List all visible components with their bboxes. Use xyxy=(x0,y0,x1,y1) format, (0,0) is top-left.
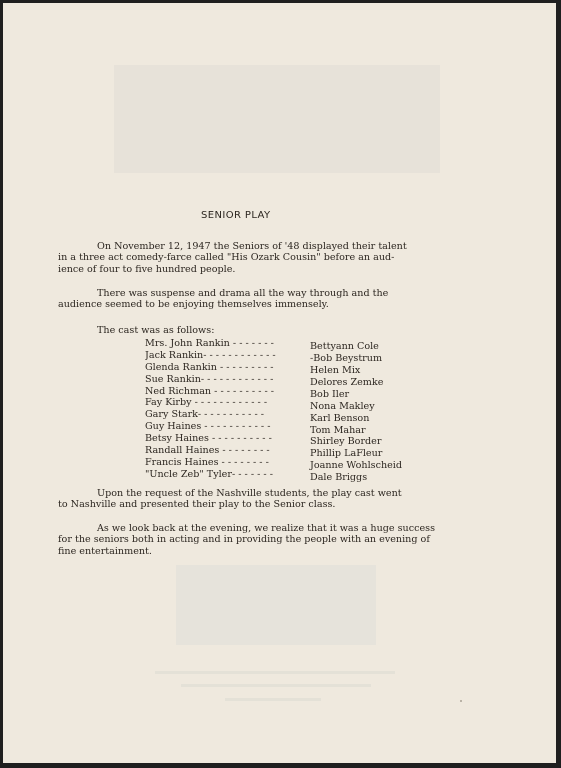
paragraph-line: There was suspense and drama all the way through and the xyxy=(97,288,389,299)
paragraph-conclusion xyxy=(58,523,468,557)
paragraph-line: Upon the request of the Nashville students, the play cast went xyxy=(97,488,402,499)
cast-role: Glenda Rankin - - - - - - - - - xyxy=(145,361,274,373)
document-body xyxy=(3,3,556,763)
paragraph-line: As we look back at the evening, we realize that it was a huge success xyxy=(97,523,435,534)
cast-row xyxy=(145,386,465,398)
paragraph-line: ience of four to five hundred people. xyxy=(58,263,236,275)
page-title: SENIOR PLAY xyxy=(201,210,271,221)
cast-row xyxy=(145,349,465,365)
cast-role: Randall Haines - - - - - - - - xyxy=(145,445,270,457)
cast-role: "Uncle Zeb" Tyler- - - - - - - xyxy=(145,468,273,480)
cast-actor: Tom Mahar xyxy=(310,424,366,436)
cast-actor: Dale Briggs xyxy=(310,472,368,484)
cast-row xyxy=(145,456,465,472)
cast-actor: Bettyann Cole xyxy=(310,341,379,353)
paragraph-suspense xyxy=(58,288,468,311)
paragraph-line: fine entertainment. xyxy=(58,545,152,557)
cast-row xyxy=(145,409,465,424)
cast-actor: -Bob Beystrum xyxy=(310,353,383,365)
cast-actor: Delores Zemke xyxy=(310,376,384,388)
cast-actor: Joanne Wohlscheid xyxy=(310,460,403,472)
paragraph-line: to Nashville and presented their play to the Senior class. xyxy=(58,499,336,511)
cast-row xyxy=(145,445,465,460)
paragraph-line: On November 12, 1947 the Seniors of '48 displayed their talent xyxy=(97,241,407,252)
cast-actor: Karl Benson xyxy=(310,412,370,424)
cast-row xyxy=(145,374,465,386)
cast-actor: Bob Iler xyxy=(310,388,350,400)
cast-row xyxy=(145,361,465,377)
paragraph-intro xyxy=(58,241,468,275)
cast-actor: Helen Mix xyxy=(310,365,361,377)
cast-actor: Shirley Border xyxy=(310,436,382,448)
paragraph-line: The cast was as follows: xyxy=(97,325,215,336)
cast-role: Francis Haines - - - - - - - - xyxy=(145,456,269,468)
cast-role: Ned Richman - - - - - - - - - - xyxy=(145,385,275,397)
cast-row xyxy=(145,421,465,436)
cast-row xyxy=(145,338,465,353)
paragraph-line: in a three act comedy-farce called "His Ozark Cousin" before an aud- xyxy=(58,252,395,264)
cast-row xyxy=(145,397,465,412)
paragraph-nashville xyxy=(58,488,468,511)
paragraph-line: audience seemed to be enjoying themselves immensely. xyxy=(58,299,329,311)
cast-actor: Nona Makley xyxy=(310,400,375,412)
cast-role: Jack Rankin- - - - - - - - - - - - xyxy=(145,349,276,361)
cast-row xyxy=(145,433,465,448)
cast-actor: Phillip LaFleur xyxy=(310,448,383,460)
paper-sheet xyxy=(3,3,556,763)
cast-role: Guy Haines - - - - - - - - - - - xyxy=(145,421,271,433)
cast-list xyxy=(145,338,465,484)
paragraph-line: for the seniors both in acting and in providing the people with an evening of xyxy=(58,534,430,546)
cast-role: Gary Stark- - - - - - - - - - - xyxy=(145,409,264,421)
cast-role: Betsy Haines - - - - - - - - - - xyxy=(145,433,272,445)
cast-row xyxy=(145,468,465,484)
cast-role: Mrs. John Rankin - - - - - - - xyxy=(145,338,274,349)
cast-role: Fay Kirby - - - - - - - - - - - - xyxy=(145,397,268,409)
cast-role: Sue Rankin- - - - - - - - - - - - xyxy=(145,373,274,385)
cast-intro xyxy=(58,325,468,336)
